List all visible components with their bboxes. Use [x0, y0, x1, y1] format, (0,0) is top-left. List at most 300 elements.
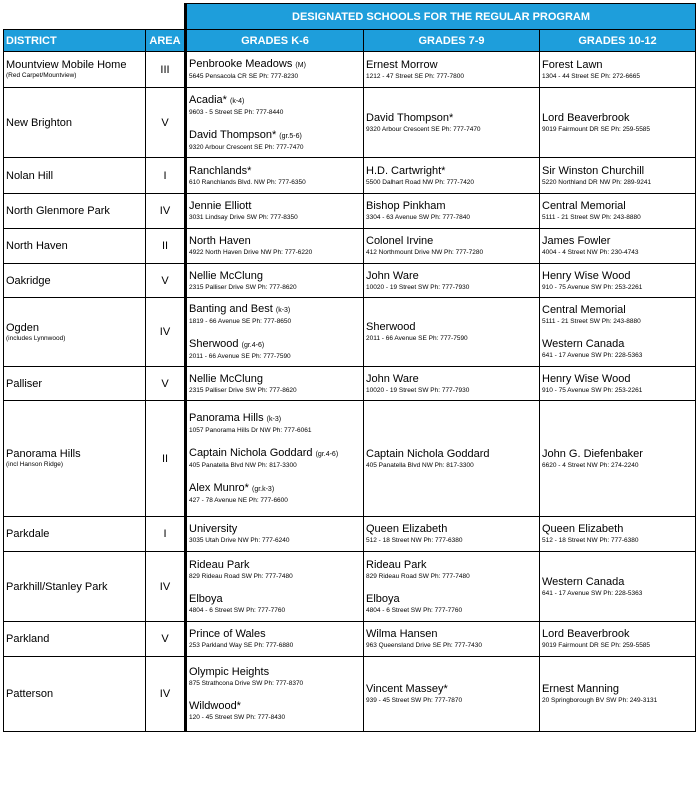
column-header-grades-7-9: GRADES 7-9 [364, 30, 540, 52]
school-address: 3031 Lindsay Drive SW Ph: 777-8350 [189, 214, 298, 221]
school-name-line [542, 270, 695, 283]
school-name: James Fowler [542, 235, 611, 247]
grades-7-9-cell [364, 158, 540, 194]
school-entry [542, 373, 695, 395]
grade-range: (gr.5-6) [279, 132, 302, 140]
school-entry [189, 628, 363, 650]
school-address: 5220 Northland DR NW Ph: 289-9241 [542, 178, 652, 186]
school-entry [366, 235, 539, 257]
school-entry [542, 270, 695, 292]
school-name: Alex Munro* [189, 482, 249, 494]
school-name-line [189, 235, 363, 248]
school-spacer [366, 583, 539, 591]
school-entry [366, 593, 539, 615]
school-name: Colonel Irvine [366, 235, 434, 247]
school-name-line [542, 59, 695, 72]
school-entry [366, 628, 539, 650]
school-entry [189, 412, 363, 435]
school-spacer [189, 690, 363, 698]
school-name-line [366, 559, 539, 572]
school-name: Queen Elizabeth [542, 523, 624, 535]
district-cell [4, 657, 146, 732]
school-entry [189, 200, 363, 222]
district-name: Parkdale [6, 528, 50, 540]
school-name-line [542, 448, 695, 461]
grades-7-9-cell [364, 517, 540, 552]
school-name: Central Memorial [542, 200, 626, 212]
district-name: Panorama Hills [6, 448, 81, 460]
school-name: Henry Wise Wood [542, 372, 631, 385]
grades-k-6-cell [186, 194, 364, 229]
column-header-row [4, 30, 696, 52]
school-address: 405 Panatella Blvd NW Ph: 817-3300 [189, 462, 297, 469]
school-entry [189, 235, 363, 257]
school-address: 1057 Panorama Hills Dr NW Ph: 777-6061 [189, 427, 312, 434]
grades-k-6-cell [186, 367, 364, 401]
school-name: Sherwood [189, 338, 239, 350]
district-name: Ogden [6, 321, 40, 334]
grades-7-9-cell [364, 657, 540, 732]
school-name: Acadia* [189, 93, 227, 106]
grades-10-12-cell [540, 264, 696, 298]
school-address: 4922 North Haven Drive NW Ph: 777-6220 [189, 249, 313, 256]
grades-7-9-cell [364, 88, 540, 158]
school-name-line [189, 373, 363, 386]
grades-7-9-cell [364, 552, 540, 622]
school-name-line [542, 304, 695, 317]
district-name: New Brighton [6, 116, 73, 129]
grades-k-6-cell [186, 88, 364, 158]
school-name-line [542, 338, 695, 351]
district-name: Nolan Hill [6, 169, 54, 182]
school-name-line [366, 593, 539, 606]
school-address: 9603 - 5 Street SE Ph: 777-8440 [189, 108, 284, 116]
school-name: Prince of Wales [189, 628, 266, 640]
school-address: 641 - 17 Avenue SW Ph: 228-5363 [542, 352, 643, 359]
grades-7-9-cell [364, 194, 540, 229]
title-row [4, 4, 696, 30]
school-name: Panorama Hills [189, 412, 264, 424]
school-address: 5500 Dalhart Road NW Ph: 777-7420 [366, 178, 475, 186]
area-cell: III [146, 52, 186, 88]
school-name: Bishop Pinkham [366, 200, 446, 212]
school-entry [542, 200, 695, 222]
school-name: Penbrooke Meadows [189, 58, 293, 70]
school-entry [366, 523, 539, 545]
table-row [4, 367, 696, 401]
area-cell: IV [146, 298, 186, 367]
school-name-line [189, 700, 363, 713]
school-entry [189, 338, 363, 361]
column-header-grades-k-6: GRADES K-6 [186, 30, 364, 52]
area-cell: V [146, 264, 186, 298]
grades-k-6-cell [186, 657, 364, 732]
grades-10-12-cell [540, 88, 696, 158]
area-cell: IV [146, 657, 186, 732]
school-address: 910 - 75 Avenue SW Ph: 253-2261 [542, 386, 643, 394]
district-name: Parkland [6, 633, 50, 645]
grades-10-12-cell [540, 158, 696, 194]
district-name: Parkhill/Stanley Park [6, 580, 108, 593]
area-cell: II [146, 229, 186, 264]
district-cell [4, 194, 146, 229]
school-name-line [189, 523, 363, 536]
school-address: 4804 - 6 Street SW Ph: 777-7760 [189, 606, 286, 614]
school-address: 427 - 78 Avenue NE Ph: 777-6600 [189, 497, 288, 504]
school-name-line [189, 165, 363, 178]
school-name: Elboya [189, 592, 223, 605]
district-cell [4, 401, 146, 517]
school-entry [189, 165, 363, 187]
grades-10-12-cell [540, 657, 696, 732]
school-address: 610 Ranchlands Blvd. NW Ph: 777-6350 [189, 178, 306, 186]
school-name: John Ware [366, 269, 419, 282]
district-name: North Glenmore Park [6, 205, 110, 217]
area-cell: II [146, 401, 186, 517]
school-name: Sir Winston Churchill [542, 164, 645, 177]
grades-10-12-cell [540, 298, 696, 367]
school-spacer [542, 328, 695, 336]
grade-range: (gr.4-6) [315, 451, 339, 458]
table-body [4, 52, 696, 732]
grades-7-9-cell [364, 298, 540, 367]
grades-7-9-cell [364, 622, 540, 657]
area-cell: IV [146, 552, 186, 622]
school-address: 2315 Palliser Drive SW Ph: 777-8620 [189, 283, 297, 291]
table-row [4, 298, 696, 367]
district-note: (includes Lynnwood) [6, 334, 66, 342]
school-address: 939 - 45 Street SW Ph: 777-7870 [366, 697, 463, 704]
grades-10-12-cell [540, 367, 696, 401]
school-name-line [542, 628, 695, 641]
grades-k-6-cell [186, 401, 364, 517]
school-address: 405 Panatella Blvd NW Ph: 817-3300 [366, 461, 474, 469]
grades-7-9-cell [364, 52, 540, 88]
table-row [4, 88, 696, 158]
grades-10-12-cell [540, 517, 696, 552]
school-spacer [189, 119, 363, 127]
school-entry [189, 593, 363, 615]
area-cell: V [146, 622, 186, 657]
table-row [4, 657, 696, 732]
school-name-line [366, 270, 539, 283]
school-name: Ranchlands* [189, 164, 252, 177]
district-cell [4, 298, 146, 367]
school-name-line [366, 165, 539, 178]
school-address: 5111 - 21 Street SW Ph: 243-8880 [542, 318, 641, 325]
table-title: DESIGNATED SCHOOLS FOR THE REGULAR PROGRAM [186, 4, 696, 30]
school-entry [189, 373, 363, 395]
table-row [4, 229, 696, 264]
school-address: 1819 - 66 Avenue SE Ph: 777-8650 [189, 318, 292, 325]
school-name: Captain Nichola Goddard [366, 447, 490, 460]
table-row [4, 194, 696, 229]
school-address: 5645 Pensacola CR SE Ph: 777-8230 [189, 73, 299, 80]
school-name-line [189, 338, 363, 352]
school-address: 1212 - 47 Street SE Ph: 777-7800 [366, 72, 464, 80]
school-name: Nellie McClung [189, 372, 263, 385]
district-cell [4, 158, 146, 194]
grades-7-9-cell [364, 367, 540, 401]
table-row [4, 52, 696, 88]
school-name: David Thompson* [366, 111, 454, 124]
school-name-line [366, 628, 539, 641]
school-entry [189, 303, 363, 326]
school-entry [542, 112, 695, 134]
table-row [4, 264, 696, 298]
area-cell: V [146, 367, 186, 401]
school-address: 963 Queensland Drive SE Ph: 777-7430 [366, 642, 482, 649]
school-address: 1304 - 44 Street SE Ph: 272-6665 [542, 72, 640, 80]
grades-k-6-cell [186, 552, 364, 622]
school-address: 829 Rideau Road SW Ph: 777-7480 [189, 572, 293, 580]
school-name-line [366, 373, 539, 386]
school-name-line [542, 112, 695, 125]
grades-10-12-cell [540, 52, 696, 88]
school-name-line [366, 59, 539, 72]
school-name-line [366, 321, 539, 334]
school-address: 3035 Utah Drive NW Ph: 777-6240 [189, 537, 290, 544]
school-name: Queen Elizabeth [366, 523, 448, 535]
grades-7-9-cell [364, 229, 540, 264]
school-address: 253 Parkland Way SE Ph: 777-6880 [189, 642, 294, 649]
school-name: John Ware [366, 372, 419, 385]
school-name-line [542, 576, 695, 589]
school-address: 512 - 18 Street NW Ph: 777-6380 [366, 537, 463, 544]
school-entry [189, 58, 363, 81]
school-spacer [189, 437, 363, 445]
school-spacer [189, 472, 363, 480]
grades-k-6-cell [186, 517, 364, 552]
school-name-line [366, 112, 539, 125]
school-name-line [189, 303, 363, 317]
school-name: University [189, 523, 238, 535]
school-name-line [542, 235, 695, 248]
school-name: Elboya [366, 592, 400, 605]
school-name: Henry Wise Wood [542, 269, 631, 282]
designated-schools-table [3, 3, 696, 732]
district-note: (Red Carpet/Mountview) [6, 72, 77, 79]
school-entry [542, 304, 695, 326]
school-address: 120 - 45 Street SW Ph: 777-8430 [189, 714, 286, 721]
school-entry [542, 576, 695, 598]
school-name-line [542, 683, 695, 696]
school-name: Rideau Park [189, 558, 250, 571]
school-entry [542, 235, 695, 257]
school-entry [366, 270, 539, 292]
school-name: Ernest Manning [542, 683, 620, 695]
school-name: Western Canada [542, 575, 625, 588]
school-name-line [189, 666, 363, 679]
school-address: 641 - 17 Avenue SW Ph: 228-5363 [542, 589, 643, 597]
school-address: 512 - 18 Street NW Ph: 777-6380 [542, 537, 639, 544]
district-cell [4, 367, 146, 401]
school-address: 2011 - 66 Avenue SE Ph: 777-7590 [189, 353, 291, 360]
school-entry [366, 200, 539, 222]
district-name: Palliser [6, 377, 43, 390]
school-address: 4004 - 4 Street NW Ph: 230-4743 [542, 249, 639, 256]
school-name-line [189, 412, 363, 426]
school-name: David Thompson* [189, 128, 277, 141]
district-cell [4, 88, 146, 158]
school-name-line [189, 58, 363, 72]
school-address: 5111 - 21 Street SW Ph: 243-8880 [542, 214, 641, 221]
school-entry [542, 338, 695, 360]
school-name-line [189, 559, 363, 572]
school-name-line [366, 448, 539, 461]
school-entry [366, 165, 539, 187]
school-address: 910 - 75 Avenue SW Ph: 253-2261 [542, 283, 643, 291]
school-name-line [189, 94, 363, 108]
school-spacer [189, 583, 363, 591]
school-entry [542, 448, 695, 470]
school-address: 9019 Fairmount DR SE Ph: 259-5585 [542, 642, 651, 649]
school-entry [542, 628, 695, 650]
district-note: (incl Hanson Ridge) [6, 461, 64, 468]
school-address: 20 Springborough BV SW Ph: 249-3131 [542, 697, 658, 704]
title-blank-cell [4, 4, 186, 30]
school-entry [189, 559, 363, 581]
district-cell [4, 552, 146, 622]
grades-k-6-cell [186, 298, 364, 367]
school-entry [542, 59, 695, 81]
table-row [4, 517, 696, 552]
table-row [4, 552, 696, 622]
grade-range: (gr.k-3) [251, 486, 275, 493]
school-spacer [189, 328, 363, 336]
school-name: Forest Lawn [542, 58, 603, 71]
grades-10-12-cell [540, 229, 696, 264]
district-name: North Haven [6, 240, 68, 252]
school-entry [366, 321, 539, 343]
grades-k-6-cell [186, 622, 364, 657]
school-name: Central Memorial [542, 304, 626, 316]
grades-10-12-cell [540, 194, 696, 229]
school-name: Ernest Morrow [366, 58, 438, 71]
grade-range: (k-3) [275, 307, 291, 314]
grade-range: (k-4) [229, 97, 245, 105]
school-name-line [189, 270, 363, 283]
table-row [4, 158, 696, 194]
school-name: Rideau Park [366, 558, 427, 571]
school-name: Nellie McClung [189, 269, 263, 282]
school-entry [366, 448, 539, 470]
school-name: Western Canada [542, 338, 625, 350]
grade-range: (gr.4-6) [241, 342, 265, 349]
school-name: North Haven [189, 235, 251, 247]
school-name-line [542, 523, 695, 536]
school-entry [366, 373, 539, 395]
table-row [4, 622, 696, 657]
school-name-line [189, 593, 363, 606]
school-name: H.D. Cartwright* [366, 164, 446, 177]
school-name-line [189, 447, 363, 461]
school-name: Wildwood* [189, 700, 241, 712]
school-name-line [189, 628, 363, 641]
school-name: Olympic Heights [189, 666, 270, 678]
school-name: Lord Beaverbrook [542, 111, 630, 124]
school-address: 2315 Palliser Drive SW Ph: 777-8620 [189, 386, 297, 394]
district-cell [4, 517, 146, 552]
grades-k-6-cell [186, 158, 364, 194]
area-cell: I [146, 158, 186, 194]
school-name: Wilma Hansen [366, 628, 438, 640]
school-address: 9019 Fairmount DR SE Ph: 259-5585 [542, 125, 651, 133]
school-name-line [542, 165, 695, 178]
school-address: 10020 - 19 Street SW Ph: 777-7930 [366, 386, 470, 394]
school-address: 9320 Arbour Crescent SE Ph: 777-7470 [366, 125, 481, 133]
school-name: Vincent Massey* [366, 683, 448, 695]
school-address: 3304 - 63 Avenue SW Ph: 777-7840 [366, 214, 470, 221]
grades-10-12-cell [540, 622, 696, 657]
school-address: 4804 - 6 Street SW Ph: 777-7760 [366, 606, 463, 614]
area-cell: I [146, 517, 186, 552]
school-name-line [366, 235, 539, 248]
school-entry [542, 165, 695, 187]
table-row [4, 401, 696, 517]
grades-7-9-cell [364, 264, 540, 298]
school-entry [189, 523, 363, 545]
school-entry [542, 523, 695, 545]
grades-7-9-cell [364, 401, 540, 517]
school-address: 6620 - 4 Street NW Ph: 274-2240 [542, 461, 639, 469]
district-name: Oakridge [6, 274, 51, 287]
school-address: 9320 Arbour Crescent SE Ph: 777-7470 [189, 143, 304, 151]
school-name-line [189, 129, 363, 143]
column-header-area: AREA [146, 30, 186, 52]
school-name-line [542, 200, 695, 213]
grade-range: (M) [295, 62, 306, 69]
area-cell: V [146, 88, 186, 158]
school-address: 2011 - 66 Avenue SE Ph: 777-7590 [366, 335, 468, 342]
grades-10-12-cell [540, 401, 696, 517]
school-entry [366, 559, 539, 581]
grades-k-6-cell [186, 229, 364, 264]
school-address: 412 Northmount Drive NW Ph: 777-7280 [366, 249, 484, 256]
school-entry [189, 447, 363, 470]
school-name: John G. Diefenbaker [542, 447, 643, 460]
school-name-line [189, 482, 363, 496]
district-cell [4, 622, 146, 657]
school-name-line [366, 523, 539, 536]
school-name: Jennie Elliott [189, 200, 252, 212]
school-address: 875 Strathcona Drive SW Ph: 777-8370 [189, 680, 304, 687]
school-name: Banting and Best [189, 303, 273, 315]
district-cell [4, 52, 146, 88]
school-name-line [366, 683, 539, 696]
school-name-line [366, 200, 539, 213]
column-header-grades-10-12: GRADES 10-12 [540, 30, 696, 52]
district-cell [4, 264, 146, 298]
school-entry [366, 112, 539, 134]
district-cell [4, 229, 146, 264]
column-header-district: DISTRICT [4, 30, 146, 52]
school-name-line [542, 373, 695, 386]
grades-k-6-cell [186, 264, 364, 298]
school-entry [189, 482, 363, 505]
district-name: Patterson [6, 688, 54, 700]
school-entry [189, 666, 363, 688]
school-entry [366, 59, 539, 81]
school-address: 829 Rideau Road SW Ph: 777-7480 [366, 572, 470, 580]
school-name: Sherwood [366, 321, 416, 333]
school-entry [542, 683, 695, 705]
school-entry [189, 700, 363, 722]
area-cell: IV [146, 194, 186, 229]
school-entry [189, 94, 363, 117]
school-entry [366, 683, 539, 705]
school-name-line [189, 200, 363, 213]
